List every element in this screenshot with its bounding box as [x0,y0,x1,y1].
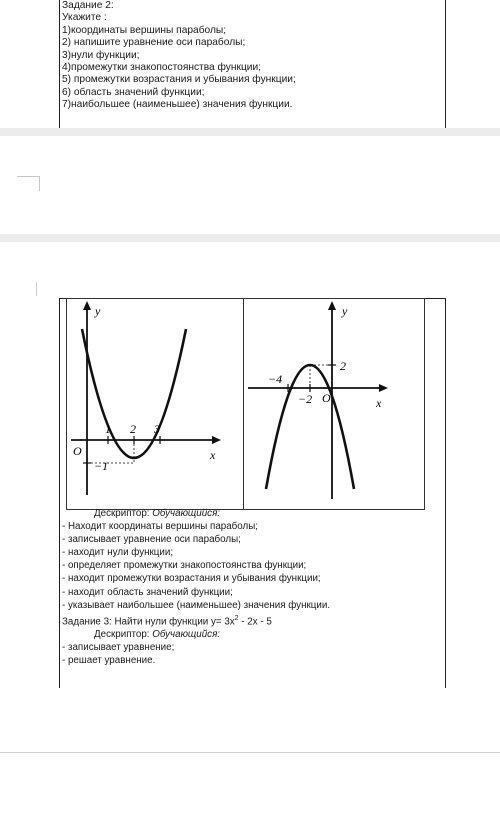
origin-label: O [73,444,82,458]
x-axis-label: x [376,396,382,410]
task2-item: 2) напишите уравнение оси параболы; [62,37,246,49]
descriptor-item: - находит область значений функции; [62,586,233,598]
task2-item: 1)координаты вершины параболы; [62,24,227,36]
descriptor-item: - определяет промежутки знакопостоянства функции; [62,560,307,572]
tick-label: 1 [105,422,111,436]
descriptor-item: - записывает уравнение; [62,642,175,654]
tick-label: −4 [268,372,283,386]
table-border-right [445,298,446,688]
task2-text [62,0,442,112]
descriptor-item: - записывает уравнение оси параболы; [62,534,241,546]
blank-section [0,136,500,234]
tick-label: −1 [94,459,109,473]
table-border-right [445,0,446,128]
descriptor-block [62,507,442,667]
scan-corner-mark [17,176,40,191]
task2-item: 3)нули функции; [62,49,140,61]
task2-item: 7)наибольшее (наименьшее) значения функции. [62,99,293,111]
descriptor-subject: Обучающийся: [152,629,221,641]
task3-suffix: - 2x - 5 [238,616,272,628]
x-axis-arrow [379,384,388,392]
descriptor-label: Дескриптор: [94,629,150,641]
page-divider [0,752,500,753]
task2-title: Задание 2: [62,0,114,11]
scan-edge-mark [36,282,37,296]
graph-left-parabola [67,299,243,508]
x-axis-label: x [210,448,216,462]
task2-intro: Укажите : [62,12,107,24]
descriptor-heading [62,628,442,641]
task2-item: 4)промежутки знакопостоянства функции; [62,62,262,74]
descriptor-item: - находит нули функции; [62,547,174,559]
x-axis-arrow [212,436,221,444]
task3-superscript: 2 [234,614,239,622]
table-border-left [59,0,60,128]
y-axis-arrow [83,301,91,310]
graph-right-parabola [244,299,422,508]
descriptor-heading [62,507,442,520]
blank-section [0,752,500,832]
y-axis-arrow [328,301,336,310]
origin-label: O [322,391,331,405]
section-separator [0,128,500,136]
descriptor-label: Дескриптор: [94,508,150,519]
task2-item: 6) область значений функции; [62,86,205,98]
descriptor-subject: Обучающийся: [152,508,221,519]
tick-label: 3 [154,422,160,436]
tick-label: 2 [130,422,136,436]
y-axis-label: y [342,304,348,318]
descriptor-item: - указывает наибольшее (наименьшее) значения функции. [62,599,331,611]
descriptor-item: - находит промежутки возрастания и убывания функции; [62,573,321,585]
task2-item: 5) промежутки возрастания и убывания функции; [62,74,296,86]
tick-label: 2 [340,359,346,373]
blank-section [0,242,500,298]
descriptor-item: - решает уравнение. [62,655,156,667]
section-separator [0,234,500,242]
tick-label: −2 [298,392,313,406]
descriptor-item: - Находит координаты вершины параболы; [62,521,258,533]
y-axis-label: y [95,304,101,318]
task3-text [62,612,442,628]
task3-prefix: Задание 3: Найти нули функции y= 3x [62,616,235,628]
table-border-left [59,298,60,688]
